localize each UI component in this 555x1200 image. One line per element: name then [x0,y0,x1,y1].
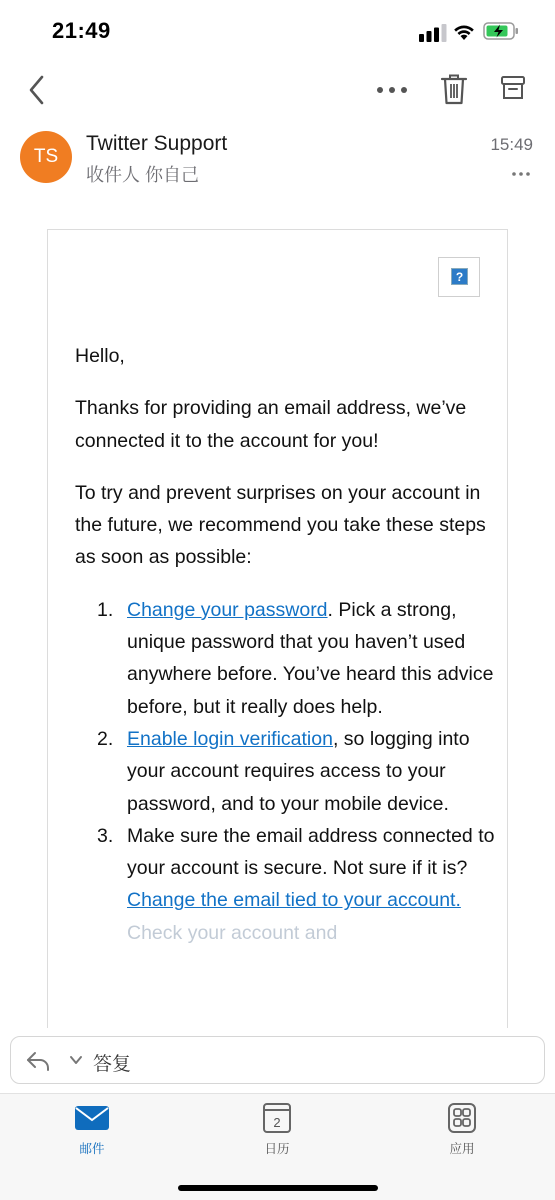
missing-image-placeholder [438,257,480,297]
tab-calendar-label: 日历 [264,1142,290,1156]
list-item [75,917,495,949]
reply-label: 答复 [93,1054,132,1075]
sender-avatar[interactable]: TS [20,131,72,183]
step-number: 1. [97,598,114,621]
status-time: 21:49 [52,18,111,43]
apps-icon [444,1102,480,1134]
reply-bar [0,1028,555,1092]
calendar-icon [259,1102,295,1134]
archive-icon[interactable] [500,74,526,102]
email-body [47,229,508,1028]
cut-off-text: Check your account and [127,921,338,944]
step-text: . Pick a strong, unique password that you haven’t used anywhere before. You’ve heard this advice before, but it really does help. [127,598,494,718]
step-number: 3. [97,824,114,847]
list-item [75,594,495,723]
tab-mail[interactable] [52,1102,132,1158]
list-item [75,820,495,917]
reply-input[interactable] [10,1036,545,1084]
status-bar [0,0,555,62]
list-item [75,723,495,820]
paragraph-connected: Thanks for providing an email address, we’ve connected it to the account for you! [75,397,467,452]
calendar-date-badge: 2 [273,1115,281,1130]
step-number: 2. [97,727,114,750]
tab-bar [0,1093,555,1200]
delete-trash-icon[interactable] [440,72,468,106]
reply-arrow-icon[interactable] [25,1050,51,1072]
tab-apps[interactable] [422,1102,502,1158]
message-time: 15:49 [490,135,533,154]
wifi-icon [452,21,476,41]
steps-list [75,594,495,949]
question-mark-icon: ? [451,268,468,285]
change-email-link[interactable]: Change the email tied to your account. [127,889,461,912]
step-text: , so logging into your account requires access to your password, and to your mobile device. [127,727,470,815]
greeting-text: Hello, [75,345,125,367]
mail-icon [74,1102,110,1134]
enable-login-verification-link[interactable]: Enable login verification [127,727,333,750]
recipient-line[interactable]: 收件人 你自己 [86,165,200,185]
back-chevron-icon[interactable] [24,74,50,106]
cellular-signal-icon [419,24,447,42]
tab-mail-label: 邮件 [79,1142,105,1156]
chevron-down-icon[interactable] [69,1054,83,1066]
sender-name[interactable]: Twitter Support [86,132,228,155]
change-password-link[interactable]: Change your password [127,598,328,621]
tab-apps-label: 应用 [449,1142,475,1156]
battery-charging-icon [483,21,519,41]
home-indicator [178,1185,378,1191]
message-toolbar [0,62,555,118]
step-text: Make sure the email address connected to your account is secure. Not sure if it is? [127,824,495,880]
paragraph-recommend: To try and prevent surprises on your account in the future, we recommend you take these steps as soon as possible: [75,481,486,569]
tab-calendar[interactable] [237,1102,317,1158]
more-options-icon[interactable] [374,80,410,100]
message-more-icon[interactable] [511,170,531,178]
